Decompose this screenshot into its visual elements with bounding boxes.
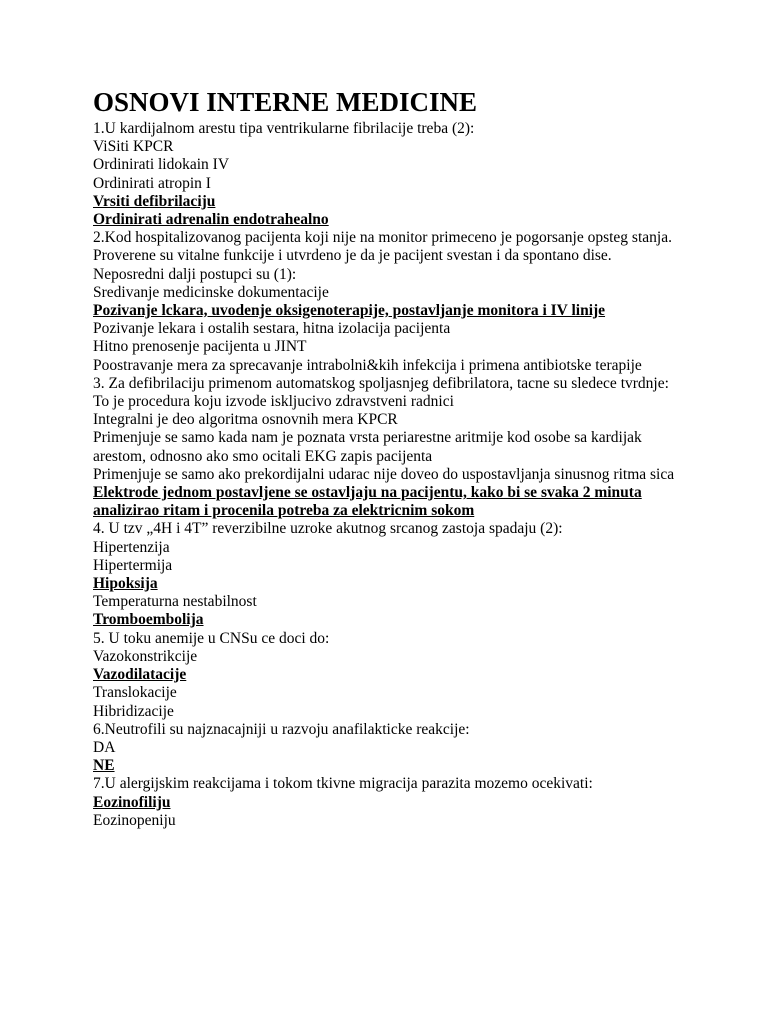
text-line: 1.U kardijalnom arestu tipa ventrikularne fibrilacije treba (2):	[93, 120, 475, 137]
correct-answer-line: Eozinofiliju	[93, 793, 171, 811]
text-line: Pozivanje lekara i ostalih sestara, hitna izolacija pacijenta	[93, 320, 451, 338]
text-line: 5. U toku anemije u CNSu ce doci do:	[93, 629, 330, 647]
document-title: OSNOVI INTERNE MEDICINE	[93, 87, 478, 117]
correct-answer-line: Vrsiti defibrilaciju	[93, 192, 216, 210]
text-line: 6.Neutrofili su najznacajniji u razvoju anafilakticke reakcije:	[93, 720, 470, 738]
correct-answer-line: NE	[93, 757, 115, 775]
correct-answer-line: Hipoksija	[93, 575, 158, 593]
text-line: Integralni je deo algoritma osnovnih mera KPCR	[93, 411, 398, 429]
text-line: 3. Za defibrilaciju primenom automatskog spoljasnjeg defibrilatora, tacne su sledece tvrdnje:	[93, 374, 669, 392]
text-line: Vazokonstrikcije	[93, 647, 198, 665]
text-line: Primenjuje se samo kada nam je poznata vrsta periarestne aritmije kod osobe sa kardijak arestom, odnosno ako smo ocitali EKG zapis pacijenta	[93, 429, 642, 465]
text-line: Translokacije	[93, 684, 177, 702]
correct-answer-line: Ordinirati adrenalin endotrahealno	[93, 211, 329, 229]
text-line: Temperaturna nestabilnost	[93, 593, 257, 611]
text-line: Sredivanje medicinske dokumentacije	[93, 283, 329, 301]
correct-answer-line: Tromboembolija	[93, 611, 204, 629]
text-line: Ordinirati atropin I	[93, 174, 211, 192]
text-line: DA	[93, 738, 116, 756]
text-line: Eozinopeniju	[93, 811, 176, 829]
text-line: Primenjuje se samo ako prekordijalni udarac nije doveo do uspostavljanja sinusnog ritma sica	[93, 465, 675, 483]
text-line: Hipertenzija	[93, 538, 170, 556]
text-line: Poostravanje mera za sprecavanje intrabolni&kih infekcija i primena antibiotske terapije	[93, 356, 642, 374]
correct-answer-line: Pozivanje lckara, uvodenje oksigenoterapije, postavljanje monitora i IV linije	[93, 302, 606, 320]
text-line: ViSiti KPCR	[93, 138, 174, 156]
text-line: To je procedura koju izvode iskljucivo zdravstveni radnici	[93, 393, 454, 411]
text-line: Hibridizacije	[93, 702, 174, 720]
text-line: Hipertermija	[93, 556, 173, 574]
text-line: 4. U tzv „4H i 4T” reverzibilne uzroke akutnog srcanog zastoja spadaju (2):	[93, 520, 563, 538]
text-line: Ordinirati lidokain IV	[93, 156, 230, 174]
correct-answer-line: Vazodilatacije	[93, 666, 187, 684]
text-line: Hitno prenosenje pacijenta u JINT	[93, 338, 307, 356]
text-line: 7.U alergijskim reakcijama i tokom tkivne migracija parazita mozemo ocekivati:	[93, 775, 593, 793]
text-line: Neposredni dalji postupci su (1):	[93, 265, 297, 283]
document-body	[93, 120, 678, 830]
correct-answer-line: Elektrode jednom postavljene se ostavljaju na pacijentu, kako bi se svaka 2 minuta analizirao ritam i procenila potreba za elektricnim sokom	[93, 484, 642, 520]
text-line: 2.Kod hospitalizovanog pacijenta koji nije na monitor primeceno je pogorsanje opsteg stanja. Proverene su vitalne funkcije i utvrdeno je da je pacijent svestan i da spontano dise.	[93, 229, 672, 265]
